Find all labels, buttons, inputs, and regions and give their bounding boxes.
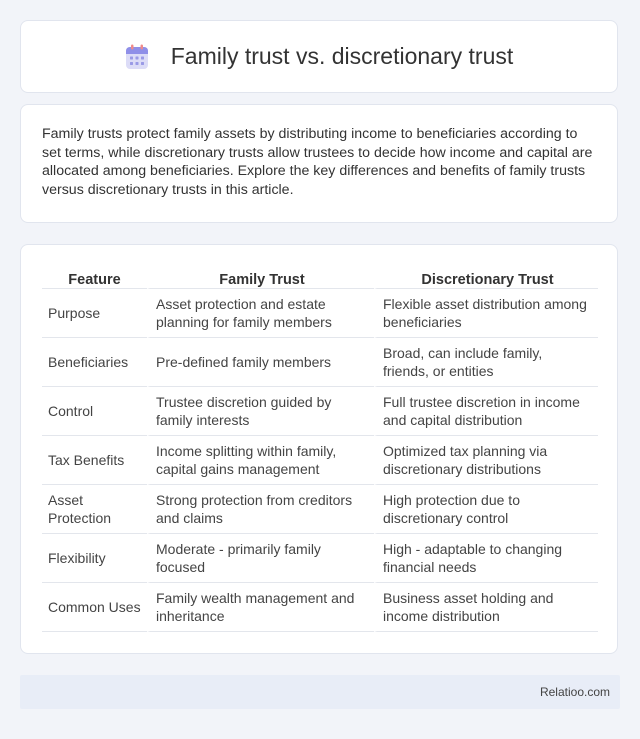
feature-cell: Common Uses (42, 582, 147, 632)
discretionary-trust-cell: Optimized tax planning via discretionary distributions (374, 435, 598, 484)
intro-card (20, 104, 618, 223)
table-row (42, 582, 598, 632)
table-header-row (42, 267, 598, 288)
feature-cell: Control (42, 386, 147, 435)
table-row (42, 484, 598, 533)
discretionary-trust-cell: Business asset holding and income distribution (374, 582, 598, 632)
table-row (42, 533, 598, 582)
discretionary-trust-cell: High - adaptable to changing financial needs (374, 533, 598, 582)
family-trust-cell: Trustee discretion guided by family interests (147, 386, 374, 435)
intro-text: Family trusts protect family assets by distributing income to beneficiaries according to set terms, while discretionary trusts allow trustees to decide how income and capital are allocated among beneficiaries. Explore the key differences and benefits of family trusts versus discretionary trusts in this article. (42, 126, 593, 198)
header-discretionary-trust: Discretionary Trust (374, 267, 598, 288)
feature-cell: Purpose (42, 288, 147, 337)
family-trust-cell: Strong protection from creditors and claims (147, 484, 374, 533)
table-row (42, 288, 598, 337)
page-title-text: Family trust vs. discretionary trust (170, 43, 514, 69)
header-family-trust: Family Trust (147, 267, 374, 288)
title-card (20, 20, 618, 93)
comparison-table (42, 267, 598, 632)
family-trust-cell: Family wealth management and inheritance (147, 582, 374, 632)
calendar-icon (125, 44, 149, 70)
table-row (42, 337, 598, 386)
header-feature: Feature (68, 272, 121, 288)
discretionary-trust-cell: Broad, can include family, friends, or entities (374, 337, 598, 386)
family-trust-cell: Pre-defined family members (147, 337, 374, 386)
table-row (42, 435, 598, 484)
discretionary-trust-cell: Flexible asset distribution among beneficiaries (374, 288, 598, 337)
family-trust-cell: Asset protection and estate planning for family members (147, 288, 374, 337)
footer (20, 675, 620, 709)
footer-brand: Relatioo.com (539, 685, 610, 699)
feature-cell: Flexibility (42, 533, 147, 582)
family-trust-cell: Moderate - primarily family focused (147, 533, 374, 582)
feature-cell: Beneficiaries (42, 337, 147, 386)
feature-cell: Tax Benefits (42, 435, 147, 484)
discretionary-trust-cell: Full trustee discretion in income and capital distribution (374, 386, 598, 435)
feature-cell: Asset Protection (42, 484, 147, 533)
table-row (42, 386, 598, 435)
family-trust-cell: Income splitting within family, capital gains management (147, 435, 374, 484)
comparison-card (20, 244, 618, 654)
discretionary-trust-cell: High protection due to discretionary control (374, 484, 598, 533)
page-title (125, 43, 514, 70)
